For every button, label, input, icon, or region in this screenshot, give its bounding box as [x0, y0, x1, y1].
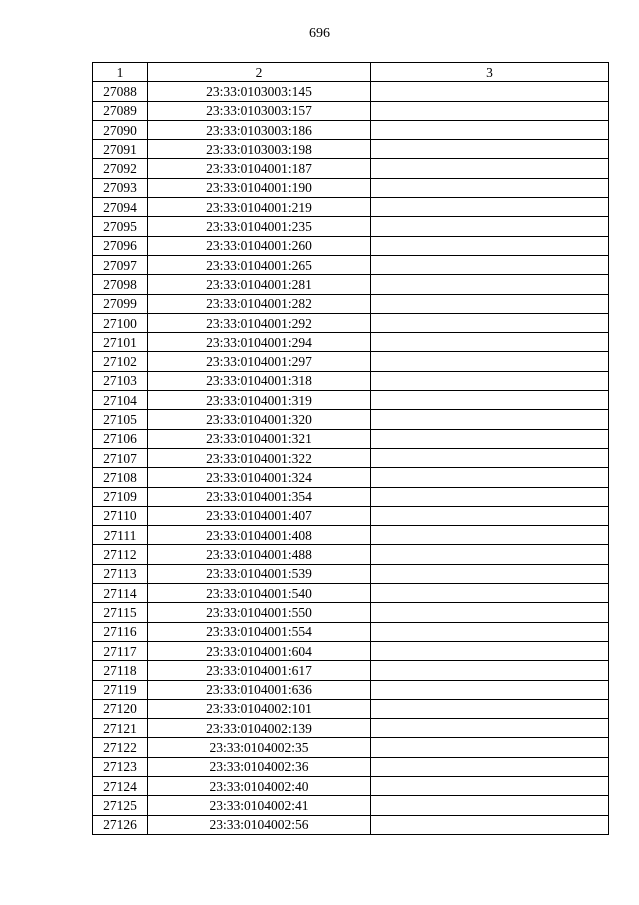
row-number-cell: 27089	[93, 101, 148, 120]
cadastral-number-cell: 23:33:0104002:40	[148, 776, 371, 795]
cadastral-number-cell: 23:33:0104001:294	[148, 333, 371, 352]
row-number-cell: 27115	[93, 603, 148, 622]
cadastral-number-cell: 23:33:0104001:636	[148, 680, 371, 699]
notes-cell	[371, 178, 609, 197]
cadastral-number-cell: 23:33:0104001:190	[148, 178, 371, 197]
row-number-cell: 27111	[93, 526, 148, 545]
notes-cell	[371, 352, 609, 371]
table-row	[93, 371, 609, 390]
cadastral-number-cell: 23:33:0104001:292	[148, 313, 371, 332]
notes-cell	[371, 275, 609, 294]
cadastral-number-cell: 23:33:0104001:617	[148, 661, 371, 680]
row-number-cell: 27095	[93, 217, 148, 236]
cadastral-number-cell: 23:33:0104001:354	[148, 487, 371, 506]
table-row	[93, 198, 609, 217]
column-header-1: 1	[93, 63, 148, 82]
notes-cell	[371, 371, 609, 390]
table-row	[93, 140, 609, 159]
row-number-cell: 27100	[93, 313, 148, 332]
cadastral-number-cell: 23:33:0104001:318	[148, 371, 371, 390]
cadastral-number-cell: 23:33:0104001:488	[148, 545, 371, 564]
notes-cell	[371, 564, 609, 583]
cadastral-number-cell: 23:33:0104001:408	[148, 526, 371, 545]
cadastral-number-cell: 23:33:0104002:56	[148, 815, 371, 834]
notes-cell	[371, 333, 609, 352]
row-number-cell: 27090	[93, 120, 148, 139]
page-number: 696	[309, 26, 330, 41]
cadastral-number-cell: 23:33:0104001:260	[148, 236, 371, 255]
row-number-cell: 27118	[93, 661, 148, 680]
notes-cell	[371, 198, 609, 217]
notes-cell	[371, 776, 609, 795]
notes-cell	[371, 120, 609, 139]
notes-cell	[371, 738, 609, 757]
notes-cell	[371, 410, 609, 429]
table-row	[93, 641, 609, 660]
column-header-3: 3	[371, 63, 609, 82]
row-number-cell: 27103	[93, 371, 148, 390]
cadastral-number-cell: 23:33:0104001:322	[148, 448, 371, 467]
cadastral-number-cell: 23:33:0103003:186	[148, 120, 371, 139]
row-number-cell: 27098	[93, 275, 148, 294]
table-row	[93, 603, 609, 622]
row-number-cell: 27092	[93, 159, 148, 178]
row-number-cell: 27119	[93, 680, 148, 699]
table-row	[93, 719, 609, 738]
table-row	[93, 699, 609, 718]
row-number-cell: 27116	[93, 622, 148, 641]
row-number-cell: 27102	[93, 352, 148, 371]
cadastral-number-cell: 23:33:0104001:320	[148, 410, 371, 429]
table-row	[93, 796, 609, 815]
table-row	[93, 82, 609, 101]
table-row	[93, 757, 609, 776]
notes-cell	[371, 603, 609, 622]
table-header	[93, 63, 609, 82]
row-number-cell: 27109	[93, 487, 148, 506]
cadastral-number-cell: 23:33:0103003:198	[148, 140, 371, 159]
notes-cell	[371, 680, 609, 699]
notes-cell	[371, 526, 609, 545]
notes-cell	[371, 699, 609, 718]
row-number-cell: 27105	[93, 410, 148, 429]
notes-cell	[371, 217, 609, 236]
table-row	[93, 815, 609, 834]
table-row	[93, 410, 609, 429]
row-number-cell: 27107	[93, 448, 148, 467]
row-number-cell: 27120	[93, 699, 148, 718]
notes-cell	[371, 719, 609, 738]
notes-cell	[371, 661, 609, 680]
notes-cell	[371, 429, 609, 448]
table-row	[93, 506, 609, 525]
row-number-cell: 27114	[93, 584, 148, 603]
table-row	[93, 545, 609, 564]
table-row	[93, 101, 609, 120]
table-row	[93, 661, 609, 680]
row-number-cell: 27121	[93, 719, 148, 738]
row-number-cell: 27099	[93, 294, 148, 313]
row-number-cell: 27112	[93, 545, 148, 564]
cadastral-number-cell: 23:33:0104001:187	[148, 159, 371, 178]
registry-table	[92, 62, 609, 835]
table-row	[93, 622, 609, 641]
notes-cell	[371, 487, 609, 506]
cadastral-number-cell: 23:33:0104001:235	[148, 217, 371, 236]
row-number-cell: 27117	[93, 641, 148, 660]
table-row	[93, 352, 609, 371]
notes-cell	[371, 140, 609, 159]
notes-cell	[371, 101, 609, 120]
table-row	[93, 236, 609, 255]
row-number-cell: 27124	[93, 776, 148, 795]
notes-cell	[371, 468, 609, 487]
table-row	[93, 776, 609, 795]
notes-cell	[371, 236, 609, 255]
notes-cell	[371, 82, 609, 101]
table-row	[93, 294, 609, 313]
row-number-cell: 27101	[93, 333, 148, 352]
table-row	[93, 159, 609, 178]
cadastral-number-cell: 23:33:0104002:35	[148, 738, 371, 757]
header-row	[93, 63, 609, 82]
cadastral-number-cell: 23:33:0104001:321	[148, 429, 371, 448]
notes-cell	[371, 159, 609, 178]
row-number-cell: 27113	[93, 564, 148, 583]
table-row	[93, 487, 609, 506]
row-number-cell: 27094	[93, 198, 148, 217]
notes-cell	[371, 622, 609, 641]
notes-cell	[371, 294, 609, 313]
table-row	[93, 680, 609, 699]
cadastral-number-cell: 23:33:0103003:157	[148, 101, 371, 120]
table-row	[93, 333, 609, 352]
row-number-cell: 27104	[93, 391, 148, 410]
notes-cell	[371, 391, 609, 410]
table-row	[93, 429, 609, 448]
cadastral-number-cell: 23:33:0104001:554	[148, 622, 371, 641]
cadastral-number-cell: 23:33:0104002:36	[148, 757, 371, 776]
table-row	[93, 526, 609, 545]
cadastral-number-cell: 23:33:0103003:145	[148, 82, 371, 101]
notes-cell	[371, 815, 609, 834]
row-number-cell: 27088	[93, 82, 148, 101]
table-row	[93, 275, 609, 294]
notes-cell	[371, 757, 609, 776]
cadastral-number-cell: 23:33:0104002:41	[148, 796, 371, 815]
notes-cell	[371, 796, 609, 815]
notes-cell	[371, 545, 609, 564]
table-row	[93, 448, 609, 467]
cadastral-number-cell: 23:33:0104001:297	[148, 352, 371, 371]
cadastral-number-cell: 23:33:0104001:282	[148, 294, 371, 313]
cadastral-number-cell: 23:33:0104001:550	[148, 603, 371, 622]
cadastral-number-cell: 23:33:0104001:281	[148, 275, 371, 294]
row-number-cell: 27126	[93, 815, 148, 834]
notes-cell	[371, 641, 609, 660]
table-row	[93, 584, 609, 603]
cadastral-number-cell: 23:33:0104001:604	[148, 641, 371, 660]
row-number-cell: 27096	[93, 236, 148, 255]
row-number-cell: 27097	[93, 255, 148, 274]
cadastral-number-cell: 23:33:0104001:265	[148, 255, 371, 274]
notes-cell	[371, 255, 609, 274]
cadastral-number-cell: 23:33:0104001:324	[148, 468, 371, 487]
row-number-cell: 27110	[93, 506, 148, 525]
row-number-cell: 27125	[93, 796, 148, 815]
cadastral-number-cell: 23:33:0104001:539	[148, 564, 371, 583]
cadastral-number-cell: 23:33:0104002:139	[148, 719, 371, 738]
notes-cell	[371, 448, 609, 467]
table-row	[93, 564, 609, 583]
column-header-2: 2	[148, 63, 371, 82]
row-number-cell: 27091	[93, 140, 148, 159]
row-number-cell: 27122	[93, 738, 148, 757]
table-row	[93, 468, 609, 487]
row-number-cell: 27093	[93, 178, 148, 197]
cadastral-number-cell: 23:33:0104002:101	[148, 699, 371, 718]
table-row	[93, 217, 609, 236]
cadastral-number-cell: 23:33:0104001:540	[148, 584, 371, 603]
cadastral-number-cell: 23:33:0104001:319	[148, 391, 371, 410]
table-row	[93, 255, 609, 274]
table-body	[93, 82, 609, 835]
notes-cell	[371, 313, 609, 332]
cadastral-number-cell: 23:33:0104001:219	[148, 198, 371, 217]
notes-cell	[371, 506, 609, 525]
cadastral-number-cell: 23:33:0104001:407	[148, 506, 371, 525]
table-row	[93, 313, 609, 332]
table-row	[93, 738, 609, 757]
row-number-cell: 27108	[93, 468, 148, 487]
table-row	[93, 178, 609, 197]
table-row	[93, 120, 609, 139]
row-number-cell: 27123	[93, 757, 148, 776]
row-number-cell: 27106	[93, 429, 148, 448]
notes-cell	[371, 584, 609, 603]
table-row	[93, 391, 609, 410]
